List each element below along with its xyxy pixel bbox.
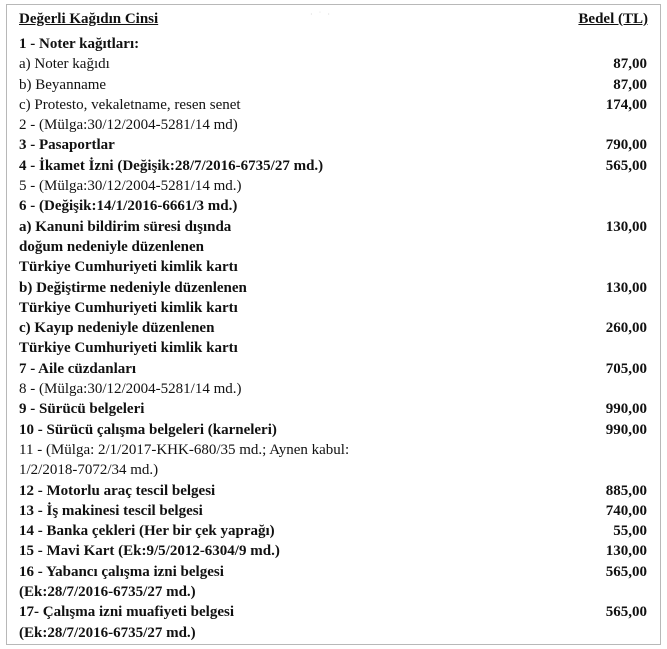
item-fee: 130,00 <box>605 279 647 296</box>
item-fee: 130,00 <box>605 218 647 235</box>
item-label: 1/2/2018-7072/34 md.) <box>19 462 159 479</box>
item-label: Türkiye Cumhuriyeti kimlik kartı <box>19 299 238 316</box>
table-row <box>19 115 647 135</box>
table-row <box>19 501 647 521</box>
item-label: 5 - (Mülga:30/12/2004-5281/14 md.) <box>19 178 242 195</box>
fee-table <box>19 34 647 643</box>
item-fee: 130,00 <box>605 543 647 560</box>
item-fee: 740,00 <box>605 502 647 519</box>
item-label: 1 - Noter kağıtları: <box>19 36 140 52</box>
table-row <box>19 440 647 460</box>
item-fee: 87,00 <box>613 56 647 73</box>
column-header-fee: Bedel (TL) <box>578 11 648 27</box>
item-label: a) Noter kağıdı <box>19 56 110 73</box>
item-label: (Ek:28/7/2016-6735/27 md.) <box>19 624 196 641</box>
table-row <box>19 298 647 318</box>
table-row <box>19 481 647 501</box>
item-fee: 990,00 <box>605 421 647 438</box>
item-label: 10 - Sürücü çalışma belgeleri (karneleri) <box>19 421 277 438</box>
table-row <box>19 217 647 237</box>
item-fee: 55,00 <box>613 523 647 540</box>
item-fee: 565,00 <box>605 604 647 621</box>
item-label: Türkiye Cumhuriyeti kimlik kartı <box>19 340 238 357</box>
table-row <box>19 602 647 622</box>
table-row <box>19 318 647 338</box>
item-label: c) Kayıp nedeniyle düzenlenen <box>19 320 215 337</box>
table-row <box>19 135 647 155</box>
item-label: b) Değiştirme nedeniyle düzenlenen <box>19 279 247 296</box>
item-fee: 565,00 <box>605 563 647 580</box>
item-fee: 174,00 <box>605 96 647 113</box>
item-label: 3 - Pasaportlar <box>19 137 115 154</box>
item-label: b) Beyanname <box>19 76 107 93</box>
table-row <box>19 278 647 298</box>
item-label: (Ek:28/7/2016-6735/27 md.) <box>19 584 196 601</box>
table-row <box>19 34 647 54</box>
table-row <box>19 156 647 176</box>
item-label: a) Kanuni bildirim süresi dışında <box>19 218 232 235</box>
table-row <box>19 582 647 602</box>
table-row <box>19 460 647 480</box>
table-row <box>19 379 647 399</box>
item-label: 15 - Mavi Kart (Ek:9/5/2012-6304/9 md.) <box>19 543 280 560</box>
item-label: 11 - (Mülga: 2/1/2017-KHK-680/35 md.; Aynen kabul: <box>19 441 350 458</box>
item-fee: 705,00 <box>605 360 647 377</box>
scan-speck: · ˙ · <box>310 10 332 19</box>
item-label: 8 - (Mülga:30/12/2004-5281/14 md.) <box>19 381 242 398</box>
item-label: 4 - İkamet İzni (Değişik:28/7/2016-6735/27 md.) <box>19 157 324 174</box>
item-label: 14 - Banka çekleri (Her bir çek yaprağı) <box>19 523 275 540</box>
table-row <box>19 562 647 582</box>
table-row <box>19 196 647 216</box>
table-row <box>19 237 647 257</box>
item-fee: 87,00 <box>613 76 647 93</box>
item-fee: 260,00 <box>605 320 647 337</box>
item-label: c) Protesto, vekaletname, resen senet <box>19 96 241 113</box>
table-row <box>19 359 647 379</box>
item-label: 12 - Motorlu araç tescil belgesi <box>19 482 216 499</box>
item-label: 9 - Sürücü belgeleri <box>19 401 145 418</box>
table-row <box>19 399 647 419</box>
table-row <box>19 420 647 440</box>
item-fee: 565,00 <box>605 157 647 174</box>
item-label: Türkiye Cumhuriyeti kimlik kartı <box>19 259 238 276</box>
item-fee: 790,00 <box>605 137 647 154</box>
table-row <box>19 338 647 358</box>
item-fee: 885,00 <box>605 482 647 499</box>
table-row <box>19 623 647 643</box>
item-label: 7 - Aile cüzdanları <box>19 360 137 377</box>
table-row <box>19 541 647 561</box>
table-row <box>19 257 647 277</box>
item-fee: 990,00 <box>605 401 647 418</box>
item-label: 2 - (Mülga:30/12/2004-5281/14 md) <box>19 117 238 134</box>
table-row <box>19 54 647 74</box>
column-header-type: Değerli Kağıdın Cinsi <box>19 11 159 27</box>
item-label: 6 - (Değişik:14/1/2016-6661/3 md.) <box>19 198 238 215</box>
table-row <box>19 176 647 196</box>
item-label: 17- Çalışma izni muafiyeti belgesi <box>19 604 234 621</box>
item-label: 16 - Yabancı çalışma izni belgesi <box>19 563 224 580</box>
item-label: doğum nedeniyle düzenlenen <box>19 238 205 255</box>
table-row <box>19 521 647 541</box>
item-label: 13 - İş makinesi tescil belgesi <box>19 502 203 519</box>
table-row <box>19 95 647 115</box>
table-row <box>19 75 647 95</box>
